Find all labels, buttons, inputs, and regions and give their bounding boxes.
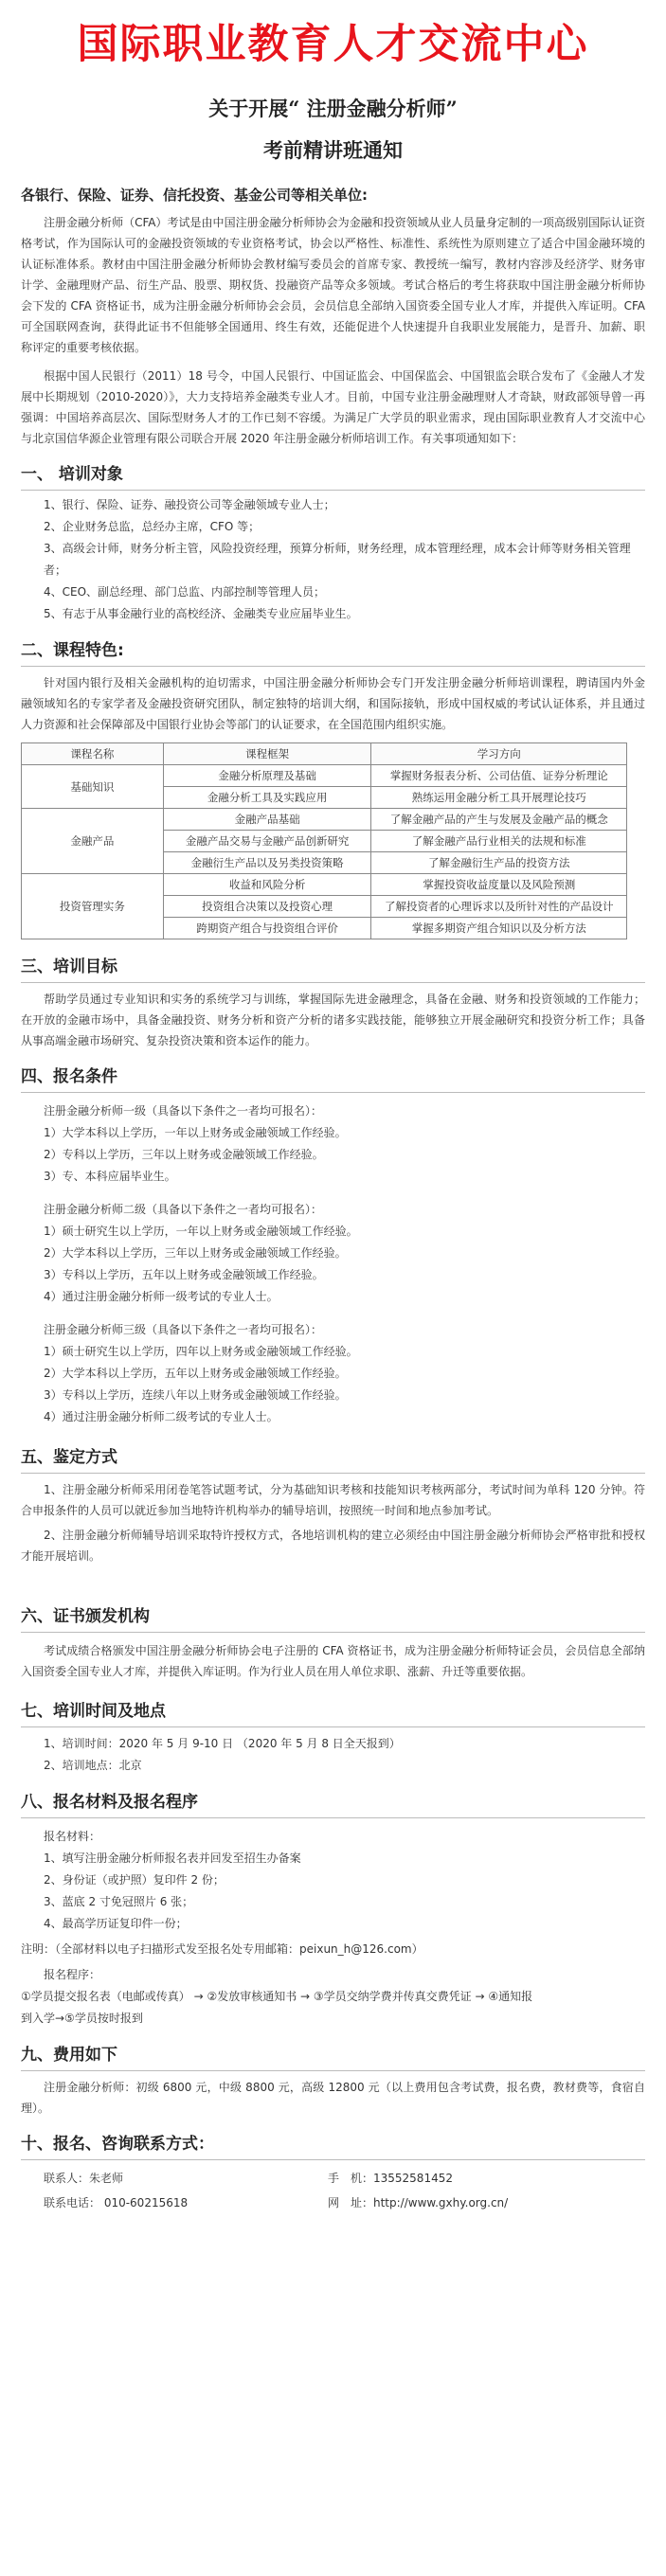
- list-item: 3）专科以上学历，五年以上财务或金融领域工作经验。: [44, 1268, 324, 1281]
- time-place-list: [21, 1733, 645, 1777]
- list-item: 2、身份证（或护照）复印件 2 份；: [44, 1873, 225, 1887]
- list-item: 2）专科以上学历，三年以上财务或金融领域工作经验。: [44, 1148, 324, 1161]
- list-item: 3）专科以上学历，连续八年以上财务或金融领域工作经验。: [44, 1388, 347, 1402]
- table-cell: 收益和风险分析: [163, 874, 371, 896]
- divider: [21, 1473, 645, 1474]
- contact-mobile: 手 机：13552581452: [328, 2172, 453, 2185]
- requirements-level-1: [21, 1100, 645, 1188]
- section-title-requirements: 四、报名条件: [21, 1067, 117, 1086]
- level-heading: 注册金融分析师三级（具备以下条件之一者均可报名）：: [44, 1323, 323, 1336]
- table-group-cell: 投资管理实务: [22, 874, 164, 939]
- divider: [21, 982, 645, 983]
- list-item: 1、填写注册金融分析师报名表并回发至招生办备案: [44, 1852, 301, 1865]
- list-item: 4、CEO、副总经理、部门总监、内部控制等管理人员；: [44, 585, 326, 599]
- contact-block: [21, 2166, 645, 2215]
- table-header-cell: 课程框架: [163, 743, 371, 765]
- section-title-target: 一、 培训对象: [21, 465, 123, 484]
- table-group-cell: 金融产品: [22, 809, 164, 874]
- requirements-level-2: [21, 1199, 645, 1308]
- salutation: 各银行、保险、证券、信托投资、基金公司等相关单位:: [21, 187, 369, 204]
- list-item: 2）大学本科以上学历，三年以上财务或金融领域工作经验。: [44, 1246, 347, 1260]
- contact-person: 联系人：朱老师: [44, 2172, 124, 2185]
- list-item: 1）硕士研究生以上学历，四年以上财务或金融领域工作经验。: [44, 1345, 358, 1358]
- certificate-paragraph: 考试成绩合格颁发中国注册金融分析师协会电子注册的 CFA 资格证书，成为注册金融分析师特证会员，会员信息全部纳入国资委全国专业人才库，并提供入库证明。作为行业人员在用人单位求职、涨薪、升迁等重要依据。: [21, 1644, 645, 1678]
- contact-row: [21, 2191, 645, 2215]
- table-group-cell: 基础知识: [22, 765, 164, 809]
- divider: [21, 490, 645, 491]
- divider: [21, 1092, 645, 1093]
- notice-title-line1: 关于开展“ 注册金融分析师”: [208, 97, 458, 120]
- list-item: 2、企业财务总监，总经办主席，CFO 等；: [44, 520, 261, 533]
- assessment-paragraph-1: 1、注册金融分析师采用闭卷笔答试题考试，分为基础知识考核和技能知识考核两部分，考试时间为单科 120 分钟。符合申报条件的人员可以就近参加当地特许机构举办的辅导培训，按照统一时间和地点参加考试。: [21, 1483, 645, 1517]
- list-item: 4）通过注册金融分析师二级考试的专业人士。: [44, 1410, 279, 1423]
- table-header-row: [22, 743, 627, 765]
- table-cell: 金融产品基础: [163, 809, 371, 831]
- table-header-cell: 课程名称: [22, 743, 164, 765]
- procedure-steps-line2: 到入学→⑤学员按时报到: [21, 2012, 143, 2025]
- contact-website: 网 址：http://www.gxhy.org.cn/: [328, 2196, 509, 2209]
- procedure-steps-line1: ①学员提交报名表（电邮或传真） → ②发放审核通知书 → ③学员交纳学费并传真交费凭证 → ④通知报: [21, 1990, 533, 2003]
- divider: [21, 2070, 645, 2071]
- table-cell: 了解金融衍生产品的投资方法: [371, 852, 627, 874]
- table-cell: 投资组合决策以及投资心理: [163, 896, 371, 918]
- table-cell: 了解投资者的心理诉求以及所针对性的产品设计: [371, 896, 627, 918]
- list-item: 1）硕士研究生以上学历，一年以上财务或金融领域工作经验。: [44, 1225, 358, 1238]
- section-title-registration: 八、报名材料及报名程序: [21, 1793, 198, 1812]
- requirements-level-3: [21, 1319, 645, 1428]
- table-row: [22, 809, 627, 831]
- list-item: 2）大学本科以上学历，五年以上财务或金融领域工作经验。: [44, 1367, 347, 1380]
- list-item: 1）大学本科以上学历，一年以上财务或金融领域工作经验。: [44, 1126, 347, 1139]
- materials-list: [21, 1826, 645, 1935]
- table-cell: 金融衍生产品以及另类投资策略: [163, 852, 371, 874]
- list-item: 5、有志于从事金融行业的高校经济、金融类专业应届毕业生。: [44, 607, 358, 620]
- section-title-assessment: 五、鉴定方式: [21, 1448, 117, 1467]
- list-item: 3、蓝底 2 寸免冠照片 6 张；: [44, 1895, 194, 1908]
- table-row: [22, 874, 627, 896]
- table-cell: 了解金融产品行业相关的法规和标准: [371, 831, 627, 852]
- org-title: 国际职业教育人才交流中心: [77, 21, 589, 68]
- table-cell: 金融分析工具及实践应用: [163, 787, 371, 809]
- table-cell: 熟练运用金融分析工具开展理论技巧: [371, 787, 627, 809]
- level-heading: 注册金融分析师二级（具备以下条件之一者均可报名）：: [44, 1203, 323, 1216]
- level-heading: 注册金融分析师一级（具备以下条件之一者均可报名）：: [44, 1104, 323, 1118]
- target-list: [21, 494, 645, 625]
- section-title-time-place: 七、培训时间及地点: [21, 1702, 166, 1721]
- table-cell: 了解金融产品的产生与发展及金融产品的概念: [371, 809, 627, 831]
- goals-paragraph: 帮助学员通过专业知识和实务的系统学习与训练，掌握国际先进金融理念，具备在金融、财务和投资领域的工作能力；在开放的金融市场中，具备金融投资、财务分析和资产分析的诸多实践技能，能够独立开展金融研究和投资分析工作；具备从事高端金融市场研究、复杂投资决策和资本运作的能力。: [21, 993, 645, 1047]
- divider: [21, 1726, 645, 1727]
- section-title-fees: 九、费用如下: [21, 2046, 117, 2065]
- course-table: [21, 742, 627, 939]
- list-item: 4）通过注册金融分析师一级考试的专业人士。: [44, 1290, 279, 1303]
- assessment-paragraph-2: 2、注册金融分析师辅导培训采取特许授权方式，各地培训机构的建立必须经由中国注册金融分析师协会严格审批和授权才能开展培训。: [21, 1529, 645, 1563]
- training-time: 1、培训时间：2020 年 5 月 9-10 日 （2020 年 5 月 8 日全天报到）: [44, 1737, 401, 1750]
- list-item: 4、最高学历证复印件一份；: [44, 1917, 188, 1930]
- table-cell: 金融分析原理及基础: [163, 765, 371, 787]
- divider: [21, 1632, 645, 1633]
- section-title-goals: 三、培训目标: [21, 957, 117, 976]
- materials-heading: 报名材料：: [44, 1830, 101, 1843]
- table-cell: 金融产品交易与金融产品创新研究: [163, 831, 371, 852]
- table-cell: 掌握投资收益度量以及风险预测: [371, 874, 627, 896]
- divider: [21, 666, 645, 667]
- table-cell: 掌握财务报表分析、公司估值、证券分析理论: [371, 765, 627, 787]
- list-item: 1、银行、保险、证券、融投资公司等金融领域专业人士；: [44, 498, 335, 511]
- divider: [21, 1817, 645, 1818]
- list-item: 3）专、本科应届毕业生。: [44, 1170, 176, 1183]
- contact-phone: 联系电话： 010-60215618: [44, 2196, 189, 2209]
- table-cell: 跨期资产组合与投资组合评价: [163, 918, 371, 939]
- table-header-cell: 学习方向: [371, 743, 627, 765]
- contact-row: [21, 2166, 645, 2191]
- notice-title-line2: 考前精讲班通知: [263, 138, 403, 162]
- section-title-features: 二、课程特色:: [21, 641, 124, 660]
- features-paragraph: 针对国内银行及相关金融机构的迫切需求，中国注册金融分析师协会专门开发注册金融分析师培训课程，聘请国内外金融领域知名的专家学者及金融投资研究团队，制定独特的培训大纲，和国际接轨，形成中国权威的考试认证体系，并且通过人力资源和社会保障部及中国银行业协会等部门的认证要求，在全国范围内组织实施。: [21, 676, 645, 731]
- intro-paragraph-2: 根据中国人民银行（2011）18 号令，中国人民银行、中国证监会、中国保监会、中国银监会联合发布了《金融人才发展中长期规划（2010-2020）》，大力支持培养金融类专业人才。目前，中国专业注册金融理财人才奇缺，财政部领导曾一再强调：中国培养高层次、国际型财务人才的工作已刻不容缓。为满足广大学员的职业需求，现由国际职业教育人才交流中心与北京国信华源企业管理有限公司联合开展 2020 年注册金融分析师培训工作。有关事项通知如下：: [21, 369, 645, 445]
- list-item: 3、高级会计师，财务分析主管，风险投资经理，预算分析师，财务经理，成本管理经理，成本会计师等财务相关管理者；: [44, 542, 631, 577]
- intro-paragraph-1: 注册金融分析师（CFA）考试是由中国注册金融分析师协会为金融和投资领域从业人员量身定制的一项高级别国际认证资格考试，作为国际认可的金融投资领域的专业资格考试，协会以严格性、标准性、系统性为原则建立了适合中国金融环境的认证标准体系。教材由中国注册金融分析师协会教材编写委员会的首席专家、教授统一编写，教材内容涉及经济学、财务审计学、金融理财产品、衍生产品、股票、期权货、投融资产品等众多领域。考试合格后的考生将获取中国注册金融分析师协会下发的 CFA 资格证书，成为注册金融分析师协会会员，会员信息全部纳入国资委全国专业人才库，并提供入库证明。CFA 可全国联网查询，获得此证书不但能够全国通用、终生有效，还能促进个人快速提升自我职业发展能力，是晋升、加薪、职称评定的重要考核依据。: [21, 216, 645, 354]
- table-row: [22, 765, 627, 787]
- registration-email-note: 注明：（全部材料以电子扫描形式发至报名处专用邮箱：peixun_h@126.com）: [21, 1942, 423, 1956]
- training-place: 2、培训地点：北京: [44, 1759, 142, 1772]
- procedure-heading: 报名程序：: [44, 1968, 101, 1981]
- section-title-certificate: 六、证书颁发机构: [21, 1607, 150, 1626]
- divider: [21, 2159, 645, 2160]
- fees-paragraph: 注册金融分析师：初级 6800 元，中级 8800 元，高级 12800 元（以上费用包含考试费，报名费，教材费等，食宿自理）。: [21, 2081, 645, 2115]
- section-title-contact: 十、报名、咨询联系方式：: [21, 2135, 214, 2154]
- table-cell: 掌握多期资产组合知识以及分析方法: [371, 918, 627, 939]
